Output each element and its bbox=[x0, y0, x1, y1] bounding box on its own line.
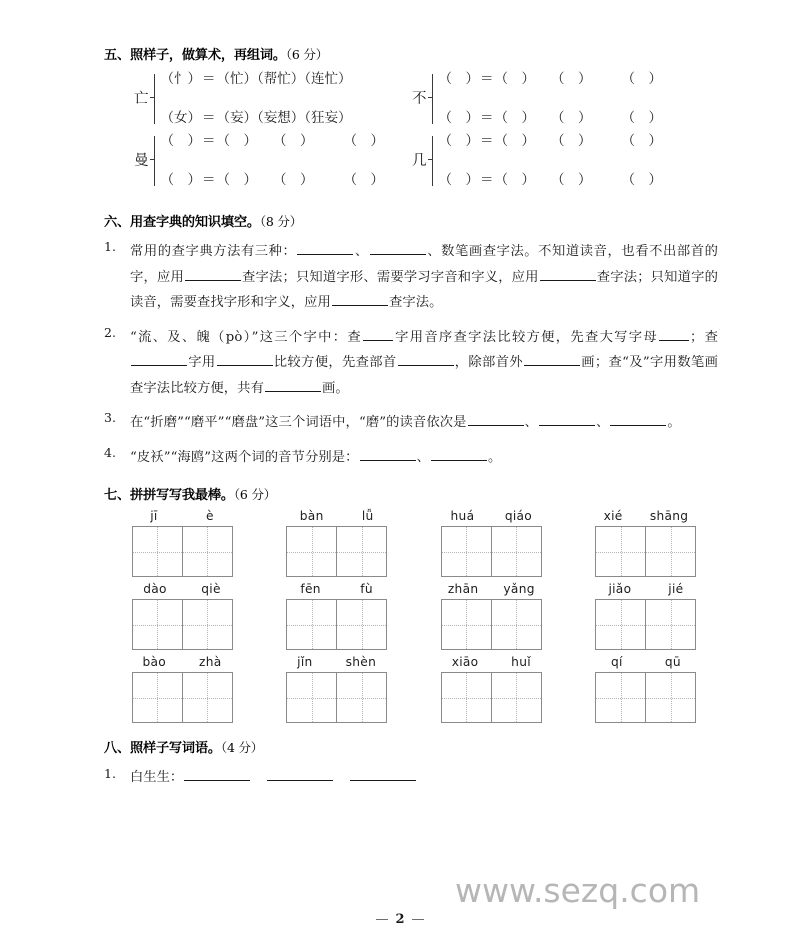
curly-brace-icon bbox=[150, 135, 159, 187]
footer-dash-left: — bbox=[375, 912, 389, 927]
question-prompt: 白生生： bbox=[130, 770, 184, 785]
brace-group-ji bbox=[412, 135, 662, 187]
tianzige-box[interactable] bbox=[132, 526, 233, 577]
question-item bbox=[104, 445, 718, 471]
pinyin-grid-item bbox=[126, 582, 238, 650]
section-7-title: 七、拼拼写写我最棒。 bbox=[104, 488, 234, 503]
brace-part[interactable]: （ ） bbox=[551, 109, 592, 126]
brace-part: （狂妄） bbox=[304, 109, 352, 126]
fill-blank[interactable] bbox=[184, 766, 250, 781]
pinyin-grid-row bbox=[104, 509, 718, 577]
question-number: 4. bbox=[104, 444, 116, 460]
brace-part[interactable]: （ ） bbox=[343, 133, 384, 149]
tianzige-box[interactable] bbox=[441, 599, 542, 650]
equals-sign: ＝ bbox=[480, 109, 494, 126]
tianzige-box[interactable] bbox=[286, 599, 387, 650]
fill-blank[interactable] bbox=[350, 766, 416, 781]
pinyin-syllable: qiáo bbox=[504, 509, 533, 523]
tianzige-cell[interactable] bbox=[287, 673, 336, 722]
tianzige-cell[interactable] bbox=[133, 600, 182, 649]
fill-blank[interactable] bbox=[297, 240, 353, 255]
section-7-points: （6 分） bbox=[233, 487, 277, 502]
tianzige-cell[interactable] bbox=[133, 527, 182, 576]
equals-sign: ＝ bbox=[480, 171, 494, 188]
brace-part: （妄） bbox=[216, 109, 257, 126]
section-5-title: 五、照样子，做算术，再组词。 bbox=[104, 48, 286, 63]
brace-row[interactable] bbox=[160, 171, 385, 188]
fill-blank[interactable] bbox=[267, 766, 333, 781]
tianzige-box[interactable] bbox=[595, 599, 696, 650]
brace-part[interactable]: （ ） bbox=[494, 171, 535, 188]
pinyin-syllable: zhān bbox=[447, 582, 479, 596]
tianzige-box[interactable] bbox=[595, 526, 696, 577]
pinyin-syllable: jī bbox=[150, 509, 158, 523]
pinyin-syllable: qū bbox=[664, 655, 681, 669]
equals-sign: ＝ bbox=[202, 133, 216, 149]
pinyin-syllable: bào bbox=[142, 655, 167, 669]
tianzige-cell[interactable] bbox=[645, 600, 695, 649]
fill-blank[interactable] bbox=[539, 411, 595, 426]
brace-head-char: 不 bbox=[412, 90, 427, 107]
brace-part[interactable]: （ ） bbox=[216, 133, 257, 149]
fill-blank[interactable] bbox=[131, 351, 187, 366]
brace-part: （连忙） bbox=[304, 71, 352, 87]
question-text: 字用音序查字法比较方便，先查大写字母 bbox=[393, 329, 658, 345]
tianzige-cell[interactable] bbox=[287, 527, 336, 576]
pinyin-syllable: qí bbox=[611, 655, 623, 669]
equals-sign: ＝ bbox=[202, 109, 216, 126]
pinyin-label bbox=[281, 582, 393, 596]
question-text: 字用 bbox=[188, 355, 216, 370]
pinyin-syllable: zhà bbox=[199, 655, 222, 669]
question-body bbox=[130, 410, 718, 436]
equals-sign: ＝ bbox=[202, 171, 216, 188]
curly-brace-icon bbox=[150, 73, 159, 125]
pinyin-label bbox=[435, 655, 547, 669]
pinyin-grid-item bbox=[126, 655, 238, 723]
brace-group-man bbox=[134, 135, 384, 187]
pinyin-grid-item bbox=[281, 582, 393, 650]
section-6-questions bbox=[104, 239, 718, 470]
tianzige-cell[interactable] bbox=[182, 527, 232, 576]
brace-row[interactable] bbox=[438, 171, 663, 188]
question-text: “皮袄”“海鸥”这两个词的音节分别是： bbox=[130, 449, 359, 465]
brace-left: （女） bbox=[160, 109, 201, 126]
pinyin-grid-row bbox=[104, 582, 718, 650]
pinyin-syllable: bàn bbox=[299, 509, 324, 523]
section-heading-6 bbox=[104, 211, 718, 230]
question-item bbox=[104, 325, 718, 402]
brace-left[interactable]: （ ） bbox=[160, 171, 201, 188]
tianzige-cell[interactable] bbox=[491, 527, 541, 576]
curly-brace-icon bbox=[428, 135, 437, 187]
brace-part[interactable]: （ ） bbox=[494, 109, 535, 126]
tianzige-box[interactable] bbox=[286, 526, 387, 577]
pinyin-grid-rows bbox=[104, 509, 718, 723]
pinyin-grid-item bbox=[126, 509, 238, 577]
site-watermark: www.sezq.com bbox=[455, 871, 701, 910]
fill-blank[interactable] bbox=[524, 351, 580, 366]
fill-blank[interactable] bbox=[659, 326, 689, 341]
question-number: 1. bbox=[104, 766, 116, 781]
tianzige-cell[interactable] bbox=[336, 527, 386, 576]
question-number: 3. bbox=[104, 410, 116, 425]
question-text: 查字法；只知道字的读音，需要查找字形和字义，应用 bbox=[130, 269, 719, 310]
tianzige-cell[interactable] bbox=[287, 600, 336, 649]
pinyin-grid-item bbox=[590, 509, 702, 577]
fill-blank[interactable] bbox=[540, 266, 596, 281]
footer-dash-right: — bbox=[411, 912, 425, 927]
fill-blank[interactable] bbox=[185, 266, 241, 281]
tianzige-cell[interactable] bbox=[442, 673, 491, 722]
pinyin-grid-item bbox=[281, 655, 393, 723]
pinyin-syllable: shāng bbox=[649, 509, 689, 523]
brace-part: （帮忙） bbox=[257, 71, 305, 87]
brace-part[interactable]: （ ） bbox=[621, 71, 662, 87]
tianzige-cell[interactable] bbox=[336, 600, 386, 649]
question-text: 。 bbox=[487, 449, 502, 465]
section-heading-8 bbox=[104, 737, 718, 756]
question-number: 2. bbox=[104, 324, 116, 340]
pinyin-grid-item bbox=[590, 655, 702, 723]
tianzige-box[interactable] bbox=[595, 672, 696, 723]
fill-blank[interactable] bbox=[363, 326, 393, 341]
question-text: 、 bbox=[354, 244, 369, 259]
fill-blank[interactable] bbox=[468, 411, 524, 426]
question-text: 常用的查字典方法有三种： bbox=[130, 244, 297, 259]
question-text: 查字法。 bbox=[388, 295, 443, 310]
question-text: “流、及、魄（pò）”这三个字中：查 bbox=[130, 329, 362, 345]
tianzige-cell[interactable] bbox=[133, 673, 182, 722]
equals-sign: ＝ bbox=[480, 71, 494, 87]
pinyin-label bbox=[435, 509, 547, 523]
question-text: 查字法；只知道字形、需要学习字音和字义，应用 bbox=[241, 269, 539, 285]
tianzige-cell[interactable] bbox=[182, 673, 232, 722]
brace-row bbox=[160, 109, 352, 126]
pinyin-label bbox=[126, 655, 238, 669]
pinyin-label bbox=[281, 655, 393, 669]
fill-blank[interactable] bbox=[398, 351, 454, 366]
section-5-points: （6 分） bbox=[285, 47, 329, 62]
tianzige-cell[interactable] bbox=[596, 673, 645, 722]
tianzige-cell[interactable] bbox=[596, 600, 645, 649]
tianzige-cell[interactable] bbox=[442, 527, 491, 576]
section-6-title: 六、用查字典的知识填空。 bbox=[104, 215, 260, 230]
brace-block-row-1 bbox=[104, 73, 718, 135]
brace-part[interactable]: （ ） bbox=[343, 171, 384, 188]
pinyin-label bbox=[126, 582, 238, 596]
fill-blank[interactable] bbox=[370, 240, 426, 255]
brace-part[interactable]: （ ） bbox=[621, 133, 662, 149]
page-footer bbox=[0, 912, 800, 927]
tianzige-cell[interactable] bbox=[442, 600, 491, 649]
pinyin-syllable: qiè bbox=[201, 582, 221, 596]
pinyin-syllable: xié bbox=[603, 509, 623, 523]
tianzige-cell[interactable] bbox=[491, 600, 541, 649]
tianzige-cell[interactable] bbox=[491, 673, 541, 722]
fill-blank[interactable] bbox=[431, 446, 487, 461]
fill-blank[interactable] bbox=[332, 291, 388, 306]
question-text: 。 bbox=[667, 415, 681, 430]
pinyin-label bbox=[590, 509, 702, 523]
question-number: 1. bbox=[104, 239, 116, 254]
pinyin-label bbox=[590, 582, 702, 596]
curly-brace-icon bbox=[428, 73, 437, 125]
pinyin-syllable: jié bbox=[668, 582, 684, 596]
pinyin-syllable: jiǎo bbox=[608, 582, 632, 596]
brace-row bbox=[161, 73, 352, 87]
section-heading-5 bbox=[104, 44, 718, 63]
pinyin-syllable: yǎng bbox=[503, 582, 535, 596]
question-text: 比较方便，先查部首 bbox=[273, 355, 397, 370]
pinyin-grid-item bbox=[435, 509, 547, 577]
tianzige-cell[interactable] bbox=[596, 527, 645, 576]
brace-part[interactable]: （ ） bbox=[273, 171, 314, 188]
pinyin-grid-item bbox=[435, 655, 547, 723]
section-heading-7 bbox=[104, 484, 718, 503]
pinyin-grid-item bbox=[590, 582, 702, 650]
pinyin-syllable: jǐn bbox=[297, 655, 313, 669]
tianzige-box[interactable] bbox=[441, 526, 542, 577]
pinyin-syllable: fēn bbox=[300, 582, 321, 596]
fill-blank[interactable] bbox=[265, 377, 321, 392]
pinyin-grid-row bbox=[104, 655, 718, 723]
worksheet-content bbox=[104, 44, 718, 785]
question-text: ；查 bbox=[689, 329, 718, 345]
fill-blank[interactable] bbox=[217, 351, 273, 366]
brace-part[interactable]: （ ） bbox=[621, 171, 662, 188]
pinyin-syllable: huá bbox=[450, 509, 475, 523]
brace-head-char: 亡 bbox=[134, 90, 149, 107]
brace-part: （忙） bbox=[216, 71, 257, 87]
question-text: 、数笔画查字法。不知道读音，也看不出部首的字，应用 bbox=[130, 244, 718, 285]
pinyin-syllable: lǚ bbox=[361, 509, 374, 523]
brace-left[interactable]: （ ） bbox=[160, 133, 201, 149]
brace-left[interactable]: （ ） bbox=[438, 171, 479, 188]
question-text: 在“折磨”“磨平”“磨盘”这三个词语中，“磨”的读音依次是 bbox=[130, 415, 467, 430]
brace-part[interactable]: （ ） bbox=[621, 109, 662, 126]
pinyin-syllable: xiāo bbox=[451, 655, 479, 669]
brace-part[interactable]: （ ） bbox=[494, 71, 535, 87]
pinyin-label bbox=[126, 509, 238, 523]
question-item bbox=[104, 410, 718, 436]
question-text: 、 bbox=[595, 415, 610, 430]
brace-group-wang bbox=[134, 73, 352, 125]
equals-sign: ＝ bbox=[202, 71, 216, 87]
fill-blank[interactable] bbox=[610, 411, 666, 426]
brace-block-row-2 bbox=[104, 135, 718, 197]
pinyin-syllable: huǐ bbox=[511, 655, 531, 669]
question-item bbox=[104, 766, 718, 785]
pinyin-label bbox=[590, 655, 702, 669]
question-text: 画。 bbox=[321, 380, 349, 396]
question-text: ，除部首外 bbox=[454, 355, 523, 370]
brace-left[interactable]: （ ） bbox=[438, 133, 479, 149]
question-text: 、 bbox=[416, 449, 430, 465]
brace-group-bu bbox=[412, 73, 662, 125]
fill-blank[interactable] bbox=[360, 446, 416, 461]
tianzige-cell[interactable] bbox=[182, 600, 232, 649]
question-text: 画；查“及”字用数笔画查字法比较方便，共有 bbox=[130, 355, 718, 396]
tianzige-box[interactable] bbox=[286, 672, 387, 723]
question-text: 、 bbox=[524, 415, 538, 430]
section-8-points: （4 分） bbox=[220, 740, 264, 755]
pinyin-syllable: è bbox=[205, 509, 214, 523]
page-number: 2 bbox=[395, 912, 405, 927]
section-8-title: 八、照样子写词语。 bbox=[104, 741, 221, 756]
brace-part[interactable]: （ ） bbox=[551, 133, 592, 149]
question-body bbox=[130, 239, 718, 316]
tianzige-box[interactable] bbox=[132, 672, 233, 723]
brace-part[interactable]: （ ） bbox=[551, 171, 592, 188]
question-item bbox=[104, 239, 718, 316]
brace-part[interactable]: （ ） bbox=[551, 71, 592, 87]
pinyin-label bbox=[281, 509, 393, 523]
tianzige-cell[interactable] bbox=[645, 673, 695, 722]
brace-left[interactable]: （ ） bbox=[438, 71, 479, 87]
pinyin-grid-item bbox=[281, 509, 393, 577]
section-6-points: （8 分） bbox=[259, 214, 303, 229]
tianzige-box[interactable] bbox=[132, 599, 233, 650]
brace-row[interactable] bbox=[161, 135, 385, 149]
brace-part[interactable]: （ ） bbox=[273, 133, 314, 149]
brace-row[interactable] bbox=[438, 109, 663, 126]
brace-part: （妄想） bbox=[257, 109, 305, 126]
pinyin-syllable: shèn bbox=[345, 655, 377, 669]
pinyin-grid-item bbox=[435, 582, 547, 650]
brace-left: （忄） bbox=[160, 71, 201, 87]
brace-head-char: 曼 bbox=[134, 152, 149, 169]
question-body bbox=[130, 325, 718, 402]
pinyin-syllable: fù bbox=[360, 582, 373, 596]
brace-part[interactable]: （ ） bbox=[216, 171, 257, 188]
pinyin-label bbox=[435, 582, 547, 596]
pinyin-syllable: dào bbox=[143, 582, 167, 596]
equals-sign: ＝ bbox=[480, 133, 494, 149]
brace-left[interactable]: （ ） bbox=[438, 109, 479, 126]
tianzige-cell[interactable] bbox=[336, 673, 386, 722]
tianzige-cell[interactable] bbox=[645, 527, 695, 576]
brace-part[interactable]: （ ） bbox=[494, 133, 535, 149]
question-body bbox=[130, 445, 718, 471]
brace-row[interactable] bbox=[439, 135, 663, 149]
tianzige-box[interactable] bbox=[441, 672, 542, 723]
brace-row[interactable] bbox=[439, 73, 663, 87]
brace-head-char: 几 bbox=[412, 152, 427, 169]
answer-blanks bbox=[183, 770, 432, 785]
